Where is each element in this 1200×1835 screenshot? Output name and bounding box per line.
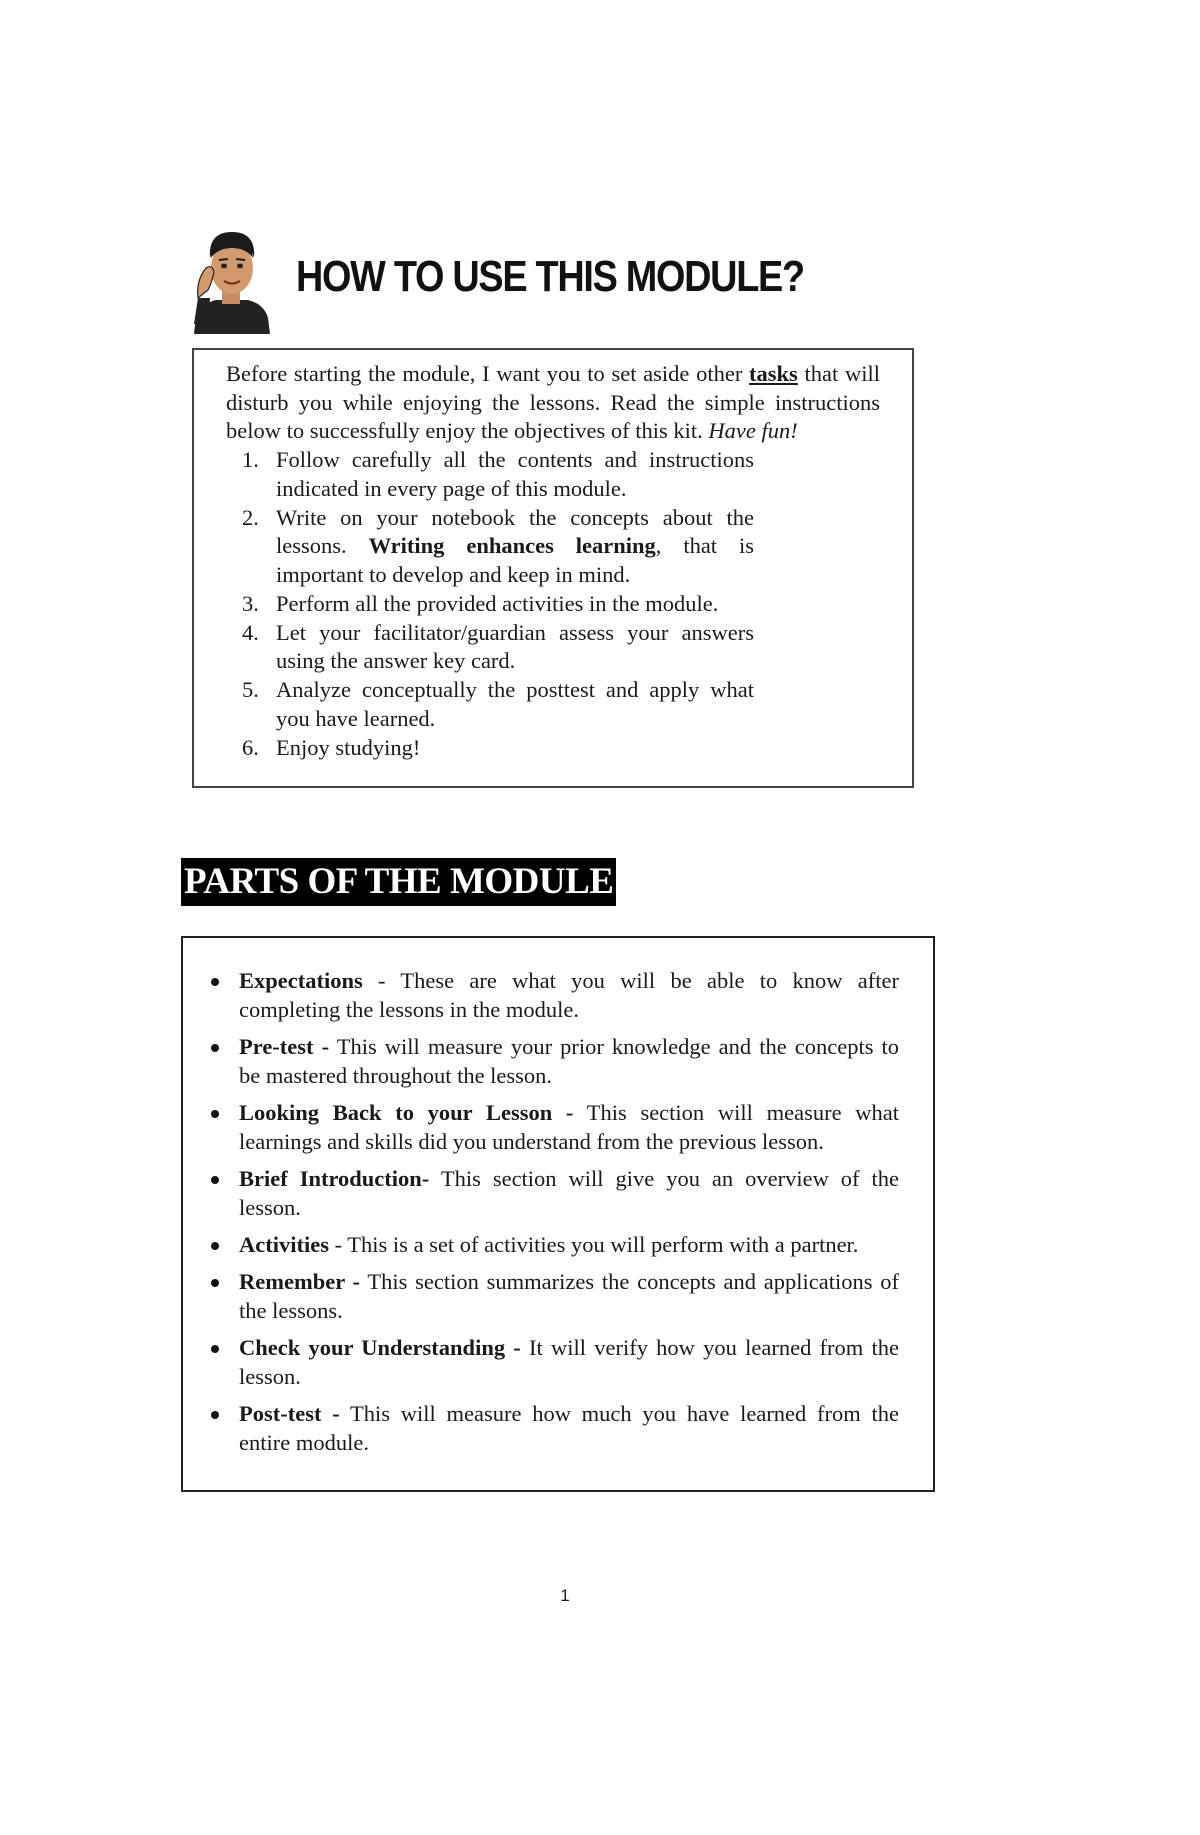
list-item: [183, 1164, 899, 1222]
step-text: Let your facilitator/guardian assess your answers using the answer key card.: [276, 619, 754, 673]
part-description: - This is a set of activities you will perform with a partner.: [328, 1232, 859, 1257]
module-heading: [190, 228, 910, 338]
part-term: Check your Understanding -: [239, 1335, 521, 1360]
step-text: Enjoy studying!: [276, 734, 421, 760]
bullet-icon: [211, 1242, 219, 1250]
step-number: 3.: [242, 590, 259, 616]
part-term: Brief Introduction-: [239, 1166, 430, 1191]
step-text-end: , that is important to develop and keep in mind.: [276, 533, 754, 587]
part-term: Activities: [239, 1232, 329, 1257]
list-item: [183, 1399, 899, 1457]
bullet-icon: [211, 1345, 219, 1353]
step-emphasis: Writing enhances learning: [368, 533, 656, 558]
step-number: 2.: [242, 504, 259, 530]
list-item: [194, 504, 754, 590]
list-item: [194, 734, 754, 763]
part-term: Expectations: [239, 968, 363, 993]
bullet-icon: [211, 1279, 219, 1287]
step-text: Follow carefully all the contents and instructions indicated in every page of this module.: [276, 447, 754, 501]
intro-text-start: Before starting the module, I want you to set aside other: [226, 361, 750, 386]
bullet-icon: [211, 1110, 219, 1118]
list-item: [183, 1098, 899, 1156]
parts-list: [183, 966, 937, 1465]
part-description: - These are what you will be able to know after completing the lessons in the module.: [239, 968, 899, 1022]
part-term: Remember -: [239, 1269, 361, 1294]
list-item: [183, 1267, 899, 1325]
step-text: Write on your notebook the concepts about the lessons.: [276, 504, 754, 558]
part-description: This section summarizes the concepts and applications of the lessons.: [239, 1269, 900, 1323]
bullet-icon: [211, 1044, 219, 1052]
part-term: Looking Back to your Lesson -: [239, 1100, 574, 1125]
list-item: [194, 619, 754, 676]
page-number: 1: [560, 1586, 570, 1605]
part-description: This will measure how much you have learned from the entire module.: [239, 1401, 899, 1455]
step-number: 4.: [242, 619, 259, 645]
intro-text-middle: that will disturb you while enjoying the lessons. Read the simple instructions below to successfully enjoy the objectives of this kit.: [226, 361, 880, 443]
bullet-icon: [211, 1176, 219, 1184]
cartoon-teacher-avatar-icon: [190, 228, 272, 334]
step-number: 5.: [242, 677, 259, 702]
bullet-icon: [211, 1411, 219, 1419]
list-item: [183, 1230, 899, 1259]
step-text: Analyze conceptually the posttest and apply what you have learned.: [276, 677, 754, 731]
page-title: HOW TO USE THIS MODULE?: [296, 252, 804, 301]
part-description: This section will measure what learnings and skills did you understand from the previous lesson.: [239, 1100, 899, 1154]
instructions-box: [192, 348, 914, 788]
intro-emphasis: tasks: [749, 361, 798, 386]
step-number: 1.: [242, 447, 259, 472]
parts-box: [181, 936, 935, 1492]
part-description: This will measure your prior knowledge and the concepts to be mastered throughout the lesson.: [239, 1034, 899, 1088]
step-number: 6.: [242, 734, 259, 760]
step-text: Perform all the provided activities in the module.: [276, 590, 719, 616]
instructions-intro: [226, 360, 880, 446]
bullet-icon: [211, 978, 219, 986]
part-term: Pre-test -: [239, 1034, 330, 1059]
list-item: [194, 590, 754, 619]
list-item: [194, 676, 754, 733]
instructions-list: [194, 446, 916, 763]
list-item: [183, 966, 899, 1024]
list-item: [194, 446, 754, 503]
list-item: [183, 1333, 899, 1391]
part-description: This section will give you an overview of the lesson.: [239, 1166, 899, 1220]
intro-italic: Have fun!: [708, 418, 798, 443]
part-description: It will verify how you learned from the lesson.: [239, 1335, 900, 1389]
list-item: [183, 1032, 899, 1090]
parts-section-title: PARTS OF THE MODULE: [181, 858, 616, 906]
part-term: Post-test -: [239, 1401, 340, 1426]
